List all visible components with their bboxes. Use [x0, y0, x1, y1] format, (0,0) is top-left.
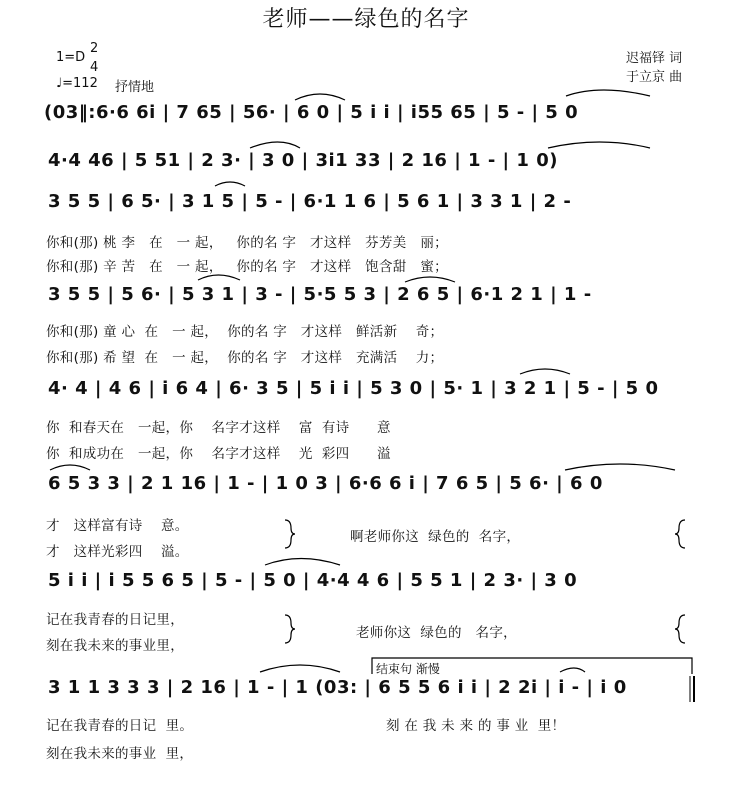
score-row-6-chorus: 啊老师你这 绿色的 名字，	[350, 529, 521, 545]
score-row-3-lyric-2: 你和(那) 辛 苦 在 一 起， 你的名 字 才这样 饱含甜 蜜；	[46, 259, 448, 275]
slur-mark	[50, 465, 90, 470]
score-row-6-notes: 6 5 3 3 | 2 1 16 | 1 - | 1 0 3 | 6·6 6 i | 7 6 5 | 5 6· | 6 0	[48, 473, 603, 494]
score-row-5-lyric-2: 你 和成功在 一起，你 名字才这样 光 彩四 溢	[46, 446, 391, 462]
slur-mark	[265, 559, 340, 566]
score-row-5-notes: 4· 4 | 4 6 | i 6 4 | 6· 3 5 | 5 i i | 5 3 0 | 5· 1 | 3 2 1 | 5 - | 5 0	[48, 378, 659, 399]
ending-bracket	[372, 658, 692, 674]
ending-label: 结束句 渐慢	[376, 662, 440, 676]
score-row-4-notes: 3 5 5 | 5 6· | 5 3 1 | 3 - | 5·5 5 3 | 2 6 5 | 6·1 2 1 | 1 -	[48, 284, 592, 305]
score-row-4-lyric-1: 你和(那) 童 心 在 一 起， 你的名 字 才这样 鲜活新 奇；	[46, 324, 444, 340]
score-row-8-lyric-2: 刻在我未来的事业 里，	[46, 746, 194, 762]
brace-mark	[285, 520, 295, 548]
expression-marking: 抒情地	[115, 80, 155, 95]
slur-mark	[405, 277, 455, 282]
slur-mark	[566, 90, 650, 96]
tempo-marking: ♩=112	[56, 76, 98, 91]
slur-mark	[215, 182, 245, 186]
score-row-4-lyric-2: 你和(那) 希 望 在 一 起， 你的名 字 才这样 充满活 力；	[46, 350, 444, 366]
score-row-6-lyric-1: 才 这样富有诗 意。	[46, 518, 189, 534]
slur-mark	[295, 94, 345, 100]
composer-credit: 于立京 曲	[626, 70, 683, 85]
score-row-5-lyric-1: 你 和春天在 一起，你 名字才这样 富 有诗 意	[46, 420, 391, 436]
slur-mark	[250, 142, 300, 148]
slur-mark	[198, 275, 240, 280]
score-row-3-lyric-1: 你和(那) 桃 李 在 一 起， 你的名 字 才这样 芬芳美 丽；	[46, 235, 448, 251]
time-signature-top: 2	[90, 41, 99, 56]
score-row-3-notes: 3 5 5 | 6 5· | 3 1 5 | 5 - | 6·1 1 6 | 5 6 1 | 3 3 1 | 2 -	[48, 191, 572, 212]
time-signature-bottom: 4	[90, 60, 99, 75]
slur-mark	[560, 668, 585, 672]
brace-mark	[675, 520, 685, 548]
score-row-7-chorus: 老师你这 绿色的 名字，	[356, 625, 517, 641]
score-row-1-notes: (03‖:6·6 6i | 7 65 | 56· | 6 0 | 5 i i | i55 65 | 5 - | 5 0	[44, 102, 579, 123]
score-row-8-lyric-1: 记在我青春的日记 里。	[46, 718, 194, 734]
score-row-7-lyric-1: 记在我青春的日记里，	[46, 612, 184, 628]
score-row-2-notes: 4·4 46 | 5 51 | 2 3· | 3 0 | 3i1 33 | 2 16 | 1 - | 1 0)	[48, 150, 558, 171]
brace-mark	[285, 615, 295, 643]
page-title: 老师——绿色的名字	[262, 7, 470, 32]
slur-mark	[520, 369, 570, 374]
brace-mark	[675, 615, 685, 643]
lyricist-credit: 迟福铎 词	[626, 51, 683, 66]
score-row-8-notes: 3 1 1 3 3 3 | 2 16 | 1 - | 1 (03: | 6 5 5 6 i i | 2 2i | i - | i 0	[48, 677, 627, 698]
score-row-6-lyric-2: 才 这样光彩四 溢。	[46, 544, 189, 560]
slur-mark	[260, 665, 340, 672]
score-row-7-notes: 5 i i | i 5 5 6 5 | 5 - | 5 0 | 4·4 4 6 | 5 5 1 | 2 3· | 3 0	[48, 570, 578, 591]
slur-mark	[548, 142, 650, 148]
score-row-7-lyric-2: 刻在我未来的事业里，	[46, 638, 184, 654]
score-row-8-ending-lyric: 刻 在 我 未 来 的 事 业 里！	[386, 718, 566, 734]
slur-mark	[565, 464, 675, 470]
key-signature: 1=D	[56, 50, 86, 65]
